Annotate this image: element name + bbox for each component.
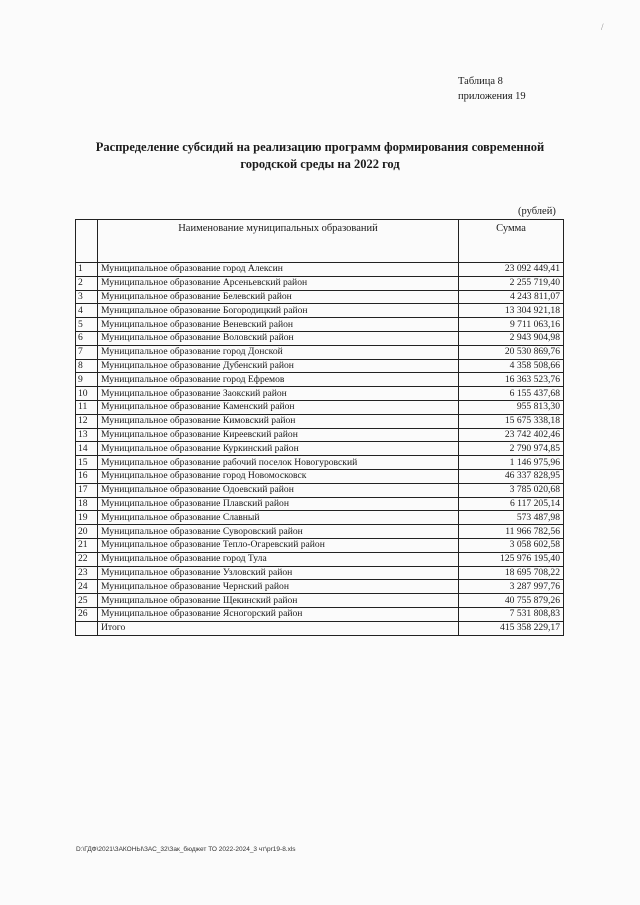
row-number: 24	[76, 580, 98, 594]
municipality-name: Муниципальное образование Белевский район	[98, 290, 459, 304]
subsidy-amount: 3 785 020,68	[459, 483, 564, 497]
table-row	[76, 373, 564, 387]
table-row	[76, 318, 564, 332]
subsidy-amount: 16 363 523,76	[459, 373, 564, 387]
table-row	[76, 511, 564, 525]
row-number: 25	[76, 594, 98, 608]
row-number: 18	[76, 497, 98, 511]
row-number: 2	[76, 276, 98, 290]
subsidy-amount: 1 146 975,96	[459, 456, 564, 470]
row-number: 6	[76, 331, 98, 345]
table-row	[76, 469, 564, 483]
municipality-name: Муниципальное образование Плавский район	[98, 497, 459, 511]
table-row	[76, 566, 564, 580]
appendix-annex-number: приложения 19	[458, 91, 526, 102]
table-row	[76, 387, 564, 401]
appendix-reference	[458, 74, 526, 104]
municipality-name: Муниципальное образование Дубенский район	[98, 359, 459, 373]
subsidy-amount: 4 243 811,07	[459, 290, 564, 304]
subsidy-amount: 23 092 449,41	[459, 263, 564, 277]
municipality-name: Муниципальное образование город Алексин	[98, 263, 459, 277]
row-number: 7	[76, 345, 98, 359]
subsidy-amount: 23 742 402,46	[459, 428, 564, 442]
row-number: 1	[76, 263, 98, 277]
table-row	[76, 538, 564, 552]
row-number: 11	[76, 400, 98, 414]
row-number: 26	[76, 607, 98, 621]
municipality-name: Муниципальное образование Воловский район	[98, 331, 459, 345]
subsidy-amount: 15 675 338,18	[459, 414, 564, 428]
column-header-name: Наименование муниципальных образований	[98, 220, 459, 263]
subsidy-amount: 6 117 205,14	[459, 497, 564, 511]
table-row	[76, 276, 564, 290]
table-header-row	[76, 220, 564, 263]
file-path-footer: D:\ГДФ\2021\ЗАКОНЫ\ЗАС_32\Зак_бюджет ТО 2022-2024_3 чт\pr19-8.xls	[76, 846, 296, 853]
table-row	[76, 428, 564, 442]
table-row	[76, 345, 564, 359]
municipality-name: Муниципальное образование Щекинский район	[98, 594, 459, 608]
municipality-name: Муниципальное образование город Тула	[98, 552, 459, 566]
units-label: (рублей)	[518, 206, 556, 217]
row-number: 10	[76, 387, 98, 401]
municipality-name: Муниципальное образование Заокский район	[98, 387, 459, 401]
table-row	[76, 290, 564, 304]
table-row	[76, 414, 564, 428]
municipality-name: Муниципальное образование рабочий поселок Новогуровский	[98, 456, 459, 470]
subsidy-amount: 125 976 195,40	[459, 552, 564, 566]
subsidy-amount: 18 695 708,22	[459, 566, 564, 580]
appendix-table-number: Таблица 8	[458, 76, 503, 87]
table-row	[76, 400, 564, 414]
column-header-number	[76, 220, 98, 263]
municipality-name: Муниципальное образование Богородицкий район	[98, 304, 459, 318]
table-row	[76, 331, 564, 345]
row-number: 5	[76, 318, 98, 332]
title-line-1: Распределение субсидий на реализацию программ формирования современной	[95, 140, 545, 154]
row-number: 23	[76, 566, 98, 580]
subsidy-amount: 7 531 808,83	[459, 607, 564, 621]
subsidy-amount: 4 358 508,66	[459, 359, 564, 373]
subsidy-amount: 955 813,30	[459, 400, 564, 414]
municipality-name: Муниципальное образование Веневский район	[98, 318, 459, 332]
table-row	[76, 580, 564, 594]
row-number: 17	[76, 483, 98, 497]
subsidy-amount: 9 711 063,16	[459, 318, 564, 332]
row-number: 3	[76, 290, 98, 304]
municipality-name: Муниципальное образование Киреевский район	[98, 428, 459, 442]
row-number: 22	[76, 552, 98, 566]
municipality-name: Муниципальное образование Узловский район	[98, 566, 459, 580]
subsidy-amount: 2 790 974,85	[459, 442, 564, 456]
municipality-name: Муниципальное образование Суворовский район	[98, 525, 459, 539]
municipality-name: Муниципальное образование Каменский район	[98, 400, 459, 414]
table-row	[76, 483, 564, 497]
row-number: 13	[76, 428, 98, 442]
total-label: Итого	[98, 621, 459, 635]
table-row	[76, 607, 564, 621]
subsidy-amount: 2 255 719,40	[459, 276, 564, 290]
column-header-sum: Сумма	[459, 220, 564, 263]
row-number: 9	[76, 373, 98, 387]
municipality-name: Муниципальное образование Славный	[98, 511, 459, 525]
total-number	[76, 621, 98, 635]
subsidy-amount: 573 487,98	[459, 511, 564, 525]
municipality-name: Муниципальное образование город Донской	[98, 345, 459, 359]
subsidy-amount: 3 287 997,76	[459, 580, 564, 594]
municipality-name: Муниципальное образование город Новомосковск	[98, 469, 459, 483]
table-row	[76, 304, 564, 318]
municipality-name: Муниципальное образование Арсеньевский район	[98, 276, 459, 290]
row-number: 21	[76, 538, 98, 552]
municipality-name: Муниципальное образование Кимовский район	[98, 414, 459, 428]
page-title	[70, 139, 570, 173]
row-number: 12	[76, 414, 98, 428]
table-row	[76, 263, 564, 277]
subsidy-amount: 13 304 921,18	[459, 304, 564, 318]
table-row	[76, 594, 564, 608]
row-number: 20	[76, 525, 98, 539]
municipality-name: Муниципальное образование Ясногорский район	[98, 607, 459, 621]
total-amount: 415 358 229,17	[459, 621, 564, 635]
municipality-name: Муниципальное образование Тепло-Огаревский район	[98, 538, 459, 552]
municipality-name: Муниципальное образование Куркинский район	[98, 442, 459, 456]
title-line-2: городской среды на 2022 год	[240, 157, 400, 171]
table-row	[76, 497, 564, 511]
subsidy-amount: 3 058 602,58	[459, 538, 564, 552]
row-number: 14	[76, 442, 98, 456]
subsidy-amount: 46 337 828,95	[459, 469, 564, 483]
subsidy-amount: 11 966 782,56	[459, 525, 564, 539]
table-row	[76, 456, 564, 470]
table-row	[76, 359, 564, 373]
subsidy-amount: 6 155 437,68	[459, 387, 564, 401]
subsidy-amount: 2 943 904,98	[459, 331, 564, 345]
subsidy-table	[75, 219, 564, 636]
total-row	[76, 621, 564, 635]
row-number: 15	[76, 456, 98, 470]
subsidy-amount: 40 755 879,26	[459, 594, 564, 608]
row-number: 16	[76, 469, 98, 483]
table-row	[76, 525, 564, 539]
municipality-name: Муниципальное образование город Ефремов	[98, 373, 459, 387]
municipality-name: Муниципальное образование Чернский район	[98, 580, 459, 594]
row-number: 4	[76, 304, 98, 318]
table-row	[76, 442, 564, 456]
row-number: 8	[76, 359, 98, 373]
municipality-name: Муниципальное образование Одоевский район	[98, 483, 459, 497]
scan-mark: /	[601, 22, 604, 32]
row-number: 19	[76, 511, 98, 525]
table-row	[76, 552, 564, 566]
subsidy-amount: 20 530 869,76	[459, 345, 564, 359]
